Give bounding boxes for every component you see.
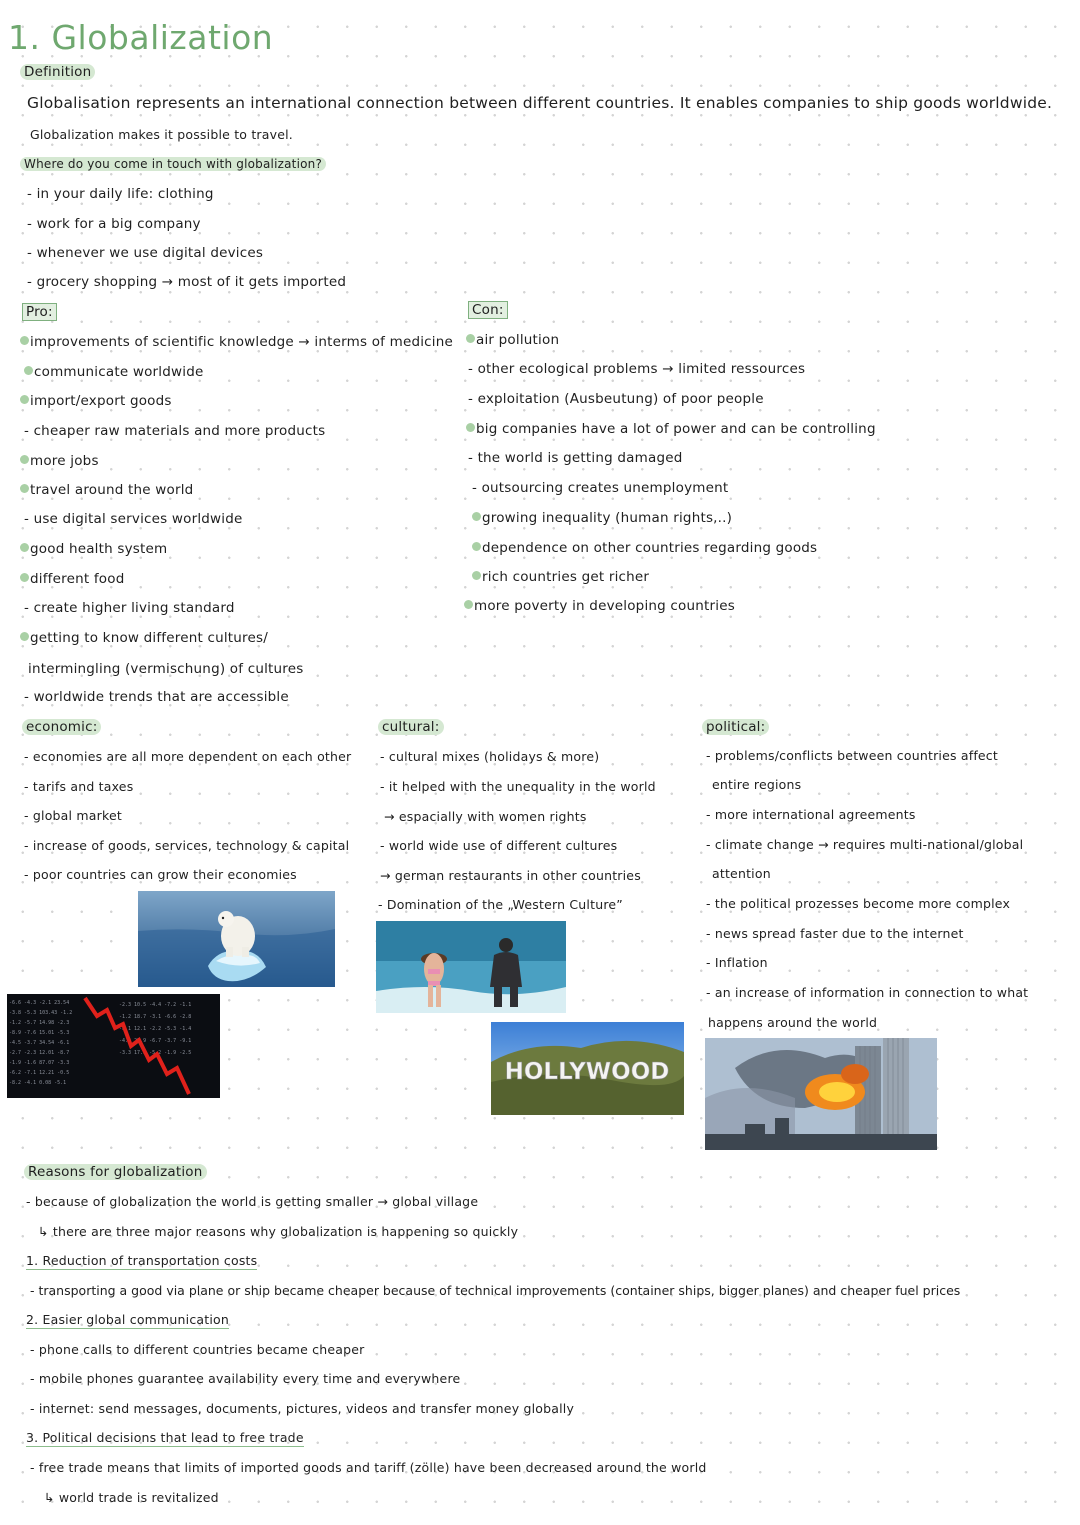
svg-text:-1.2 18.7 -3.1 -6.6 -2.8: -1.2 18.7 -3.1 -6.6 -2.8 (119, 1014, 192, 1020)
cultural-item: → espacially with women rights (384, 809, 587, 824)
pro-item: communicate worldwide (24, 364, 203, 380)
hollywood-sign-image (491, 1022, 684, 1115)
bullet-dot-icon (20, 543, 29, 552)
svg-text:-3.8 -5.3 103.43 -1.2: -3.8 -5.3 103.43 -1.2 (9, 1010, 73, 1016)
svg-text:-8.1 12.1 -2.2 -5.3 -1.4: -8.1 12.1 -2.2 -5.3 -1.4 (119, 1026, 192, 1032)
political-item: - news spread faster due to the internet (706, 926, 964, 941)
cultural-item: - it helped with the unequality in the world (380, 779, 656, 794)
reasons-intro: ↳ there are three major reasons why globalization is happening so quickly (38, 1224, 519, 1239)
con-heading: Con: (468, 301, 508, 319)
beach-women-image (376, 921, 566, 1013)
con-item: more poverty in developing countries (464, 598, 735, 614)
reason3-item: ↳ world trade is revitalized (44, 1490, 219, 1505)
con-item: dependence on other countries regarding goods (472, 540, 817, 556)
pro-item: - worldwide trends that are accessible (24, 689, 289, 705)
political-item: happens around the world (708, 1015, 878, 1030)
bullet-dot-icon (472, 542, 481, 551)
bullet-dot-icon (20, 573, 29, 582)
bullet-dot-icon (466, 423, 475, 432)
reason2-item: - internet: send messages, documents, pictures, videos and transfer money globally (30, 1401, 575, 1416)
pro-item: - use digital services worldwide (24, 511, 243, 527)
touch-item: - grocery shopping → most of it gets imported (27, 274, 347, 290)
touch-heading: Where do you come in touch with globalization? (20, 157, 326, 171)
touch-item: - whenever we use digital devices (27, 245, 264, 261)
svg-text:-1.9 -1.6 87.07 -3.3: -1.9 -1.6 87.07 -3.3 (9, 1060, 70, 1066)
polar-bear-image (138, 891, 335, 987)
political-item: attention (712, 866, 771, 881)
stock-market-image (7, 994, 220, 1098)
reasons-heading: Reasons for globalization (24, 1164, 207, 1180)
economic-item: - economies are all more dependent on each other (24, 749, 352, 764)
touch-item: - in your daily life: clothing (27, 186, 214, 202)
economic-item: - global market (24, 808, 122, 823)
svg-text:-2.3 10.5 -4.4 -7.2 -1.1: -2.3 10.5 -4.4 -7.2 -1.1 (119, 1002, 192, 1008)
economic-heading: economic: (22, 719, 101, 735)
political-item: - climate change → requires multi-national/global (706, 837, 1024, 852)
political-heading: political: (702, 719, 769, 735)
con-item: - outsourcing creates unemployment (472, 480, 729, 496)
cultural-item: → german restaurants in other countries (380, 868, 641, 883)
svg-text:-4.5 -3.7 34.54 -6.1: -4.5 -3.7 34.54 -6.1 (9, 1040, 70, 1046)
definition-line: Globalisation represents an international connection between different countries. It enables companies to ship goods worldwide. (27, 94, 1053, 112)
pro-item: different food (20, 571, 124, 587)
page-title: 1. Globalization (8, 18, 274, 57)
bullet-dot-icon (20, 632, 29, 641)
definition-heading: Definition (20, 64, 95, 80)
cultural-item: - Domination of the „Western Culture” (378, 897, 623, 912)
svg-text:-2.7 -2.3 12.01 -8.7: -2.7 -2.3 12.01 -8.7 (9, 1050, 70, 1056)
pro-item: import/export goods (20, 393, 172, 409)
con-item: - other ecological problems → limited ressources (468, 361, 806, 377)
cultural-item: - cultural mixes (holidays & more) (380, 749, 600, 764)
bullet-dot-icon (472, 512, 481, 521)
svg-text:-4.9 22.9 -6.7 -3.7 -9.1: -4.9 22.9 -6.7 -3.7 -9.1 (119, 1038, 192, 1044)
economic-item: - poor countries can grow their economies (24, 867, 297, 882)
political-item: entire regions (712, 777, 802, 792)
svg-text:-1.2 -5.7 14.98 -2.3: -1.2 -5.7 14.98 -2.3 (9, 1020, 70, 1026)
twin-towers-image (705, 1038, 937, 1150)
bullet-dot-icon (24, 366, 33, 375)
con-item: rich countries get richer (472, 569, 649, 585)
con-item: growing inequality (human rights,..) (472, 510, 732, 526)
political-item: - problems/conflicts between countries affect (706, 748, 998, 763)
economic-item: - increase of goods, services, technology & capital (24, 838, 350, 853)
pro-item: more jobs (20, 453, 99, 469)
con-item: - exploitation (Ausbeutung) of poor people (468, 391, 764, 407)
bullet-dot-icon (20, 336, 29, 345)
pro-item: improvements of scientific knowledge → interms of medicine (20, 334, 453, 350)
pro-item: travel around the world (20, 482, 193, 498)
pro-item: - cheaper raw materials and more products (24, 423, 326, 439)
con-item: air pollution (466, 332, 559, 348)
svg-text:-8.2 -4.1 0.08 -5.1: -8.2 -4.1 0.08 -5.1 (9, 1080, 67, 1086)
svg-text:-8.9 -7.6 15.01 -5.3: -8.9 -7.6 15.01 -5.3 (9, 1030, 70, 1036)
political-item: - more international agreements (706, 807, 916, 822)
svg-text:-6.2 -7.1 12.21 -0.5: -6.2 -7.1 12.21 -0.5 (9, 1070, 70, 1076)
pro-item: intermingling (vermischung) of cultures (28, 661, 304, 677)
reason3-heading: 3. Political decisions that lead to free trade (26, 1430, 304, 1445)
political-item: - Inflation (706, 955, 768, 970)
reasons-intro: - because of globalization the world is getting smaller → global village (26, 1194, 479, 1209)
hollywood-sign-text: HOLLYWOOD (504, 1059, 670, 1085)
bullet-dot-icon (20, 455, 29, 464)
reason2-item: - phone calls to different countries became cheaper (30, 1342, 365, 1357)
cultural-item: - world wide use of different cultures (380, 838, 618, 853)
con-item: - the world is getting damaged (468, 450, 683, 466)
definition-line: Globalization makes it possible to travel. (30, 127, 293, 142)
pro-item: - create higher living standard (24, 600, 235, 616)
economic-item: - tarifs and taxes (24, 779, 134, 794)
pro-item: good health system (20, 541, 167, 557)
cultural-heading: cultural: (378, 719, 444, 735)
reason1-heading: 1. Reduction of transportation costs (26, 1253, 258, 1268)
svg-text:-6.6 -4.3 -2.1 23.54: -6.6 -4.3 -2.1 23.54 (9, 1000, 70, 1006)
touch-item: - work for a big company (27, 216, 201, 232)
reason2-item: - mobile phones guarantee availability every time and everywhere (30, 1371, 461, 1386)
bullet-dot-icon (20, 395, 29, 404)
svg-text:-3.3 17.3 -5.2 -1.9 -2.5: -3.3 17.3 -5.2 -1.9 -2.5 (119, 1050, 192, 1056)
reason1-item: - transporting a good via plane or ship became cheaper because of technical improvements (container ships, bigger planes) and cheaper fuel prices (30, 1283, 961, 1298)
bullet-dot-icon (466, 334, 475, 343)
pro-item: getting to know different cultures/ (20, 630, 268, 646)
reason2-heading: 2. Easier global communication (26, 1312, 230, 1327)
reason3-item: - free trade means that limits of imported goods and tariff (zölle) have been decreased around the world (30, 1460, 707, 1475)
pro-heading: Pro: (22, 303, 57, 321)
political-item: - an increase of information in connection to what (706, 985, 1029, 1000)
bullet-dot-icon (464, 600, 473, 609)
bullet-dot-icon (20, 484, 29, 493)
bullet-dot-icon (472, 571, 481, 580)
con-item: big companies have a lot of power and can be controlling (466, 421, 876, 437)
political-item: - the political prozesses become more complex (706, 896, 1011, 911)
